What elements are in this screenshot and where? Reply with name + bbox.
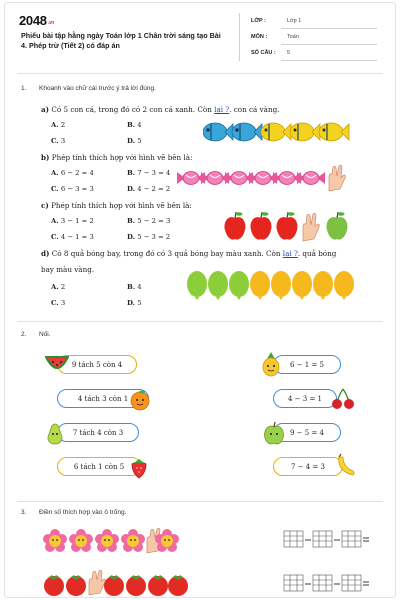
hand-icon [303,213,319,241]
option-d-C[interactable]: C. 3 [51,299,66,307]
banana-icon [335,453,357,479]
match-left-4[interactable]: 6 tách 1 còn 5 [57,457,141,476]
green-apple-icon [263,421,285,445]
option-a-D[interactable]: D. 5 [127,137,142,145]
hand-icon [89,570,105,595]
header-separator [17,73,383,74]
hand-icon [329,165,345,191]
option-d-B[interactable]: B. 4 [127,283,142,291]
cherry-icon [331,387,355,411]
tomatoes-picture [43,569,189,597]
apples-picture [223,209,353,243]
match-left-1[interactable]: 9 tách 5 còn 4 [57,355,137,374]
section-separator [17,321,383,322]
meta-class: LỚP : Lớp 1 [251,15,377,30]
section-separator [17,501,383,502]
section-3-title: 3. Điền số thích hợp vào ô trống. [21,509,127,516]
answer-blank[interactable]: lại ? [214,105,230,114]
question-a: a) Có 5 con cá, trong đó có 2 con cá xanh. Còn lại ?. con cá vàng. [41,105,280,114]
meta-question-count: SỐ CÂU : 5 [251,47,377,62]
pineapple-icon [261,351,281,377]
candy-picture [177,163,363,193]
section-2-title: 2. Nối. [21,331,51,338]
strawberry-icon [129,457,149,479]
option-c-C[interactable]: C. 4 − 1 = 3 [51,233,94,241]
pear-icon [45,421,65,445]
flowers-picture [43,527,191,555]
match-left-2[interactable]: 4 tách 3 còn 1 [57,389,149,408]
question-d: d) Có 8 quả bóng bay, trong đó có 3 quả bóng bay màu xanh. Còn lại ?. quả bóng [41,249,337,258]
match-right-1[interactable]: 6 − 1 = 5 [273,355,341,374]
question-d-line2: bay màu vàng. [41,265,95,274]
question-b: b) Phép tính thích hợp với hình vẽ bên là: [41,153,193,162]
watermelon-icon [45,353,69,375]
match-right-2[interactable]: 4 − 3 = 1 [273,389,337,408]
option-d-D[interactable]: D. 5 [127,299,142,307]
section-1-title: 1. Khoanh vào chữ cái trước ý trả lời đúng. [21,85,156,92]
document-title: Phiếu bài tập hằng ngày Toán lớp 1 Chân trời sáng tạo Bài 4. Phép trừ (Tiết 2) có đáp án [21,31,221,50]
option-c-A[interactable]: A. 3 − 1 = 2 [51,217,94,225]
match-right-3[interactable]: 9 − 5 = 4 [273,423,341,442]
option-b-B[interactable]: B. 7 − 3 = 4 [127,169,171,177]
worksheet-page [4,2,396,598]
option-b-A[interactable]: A. 6 − 2 = 4 [51,169,94,177]
answer-grid-row-2[interactable] [283,573,375,593]
balloons-picture [187,269,363,305]
meta-subject: MÔN : Toán [251,31,377,46]
fish-picture [203,117,353,147]
option-c-B[interactable]: B. 5 − 2 = 3 [127,217,171,225]
option-b-C[interactable]: C. 6 − 3 = 3 [51,185,94,193]
option-d-A[interactable]: A. 2 [51,283,66,291]
header-divider [239,13,240,61]
match-left-3[interactable]: 7 tách 4 còn 3 [57,423,139,442]
match-right-4[interactable]: 7 − 4 = 3 [273,457,343,476]
option-a-A[interactable]: A. 2 [51,121,66,129]
option-a-C[interactable]: C. 3 [51,137,66,145]
answer-grid-row-1[interactable] [283,529,375,549]
orange-icon [129,389,151,411]
worksheet-header [5,3,395,69]
answer-blank[interactable]: lại ? [282,249,298,258]
option-a-B[interactable]: B. 4 [127,121,142,129]
option-b-D[interactable]: D. 4 − 2 = 2 [127,185,171,193]
option-c-D[interactable]: D. 5 − 3 = 2 [127,233,171,241]
question-c: c) Phép tính thích hợp với hình vẽ bên là: [41,201,192,210]
site-logo[interactable]: 2048.vn [19,13,55,28]
